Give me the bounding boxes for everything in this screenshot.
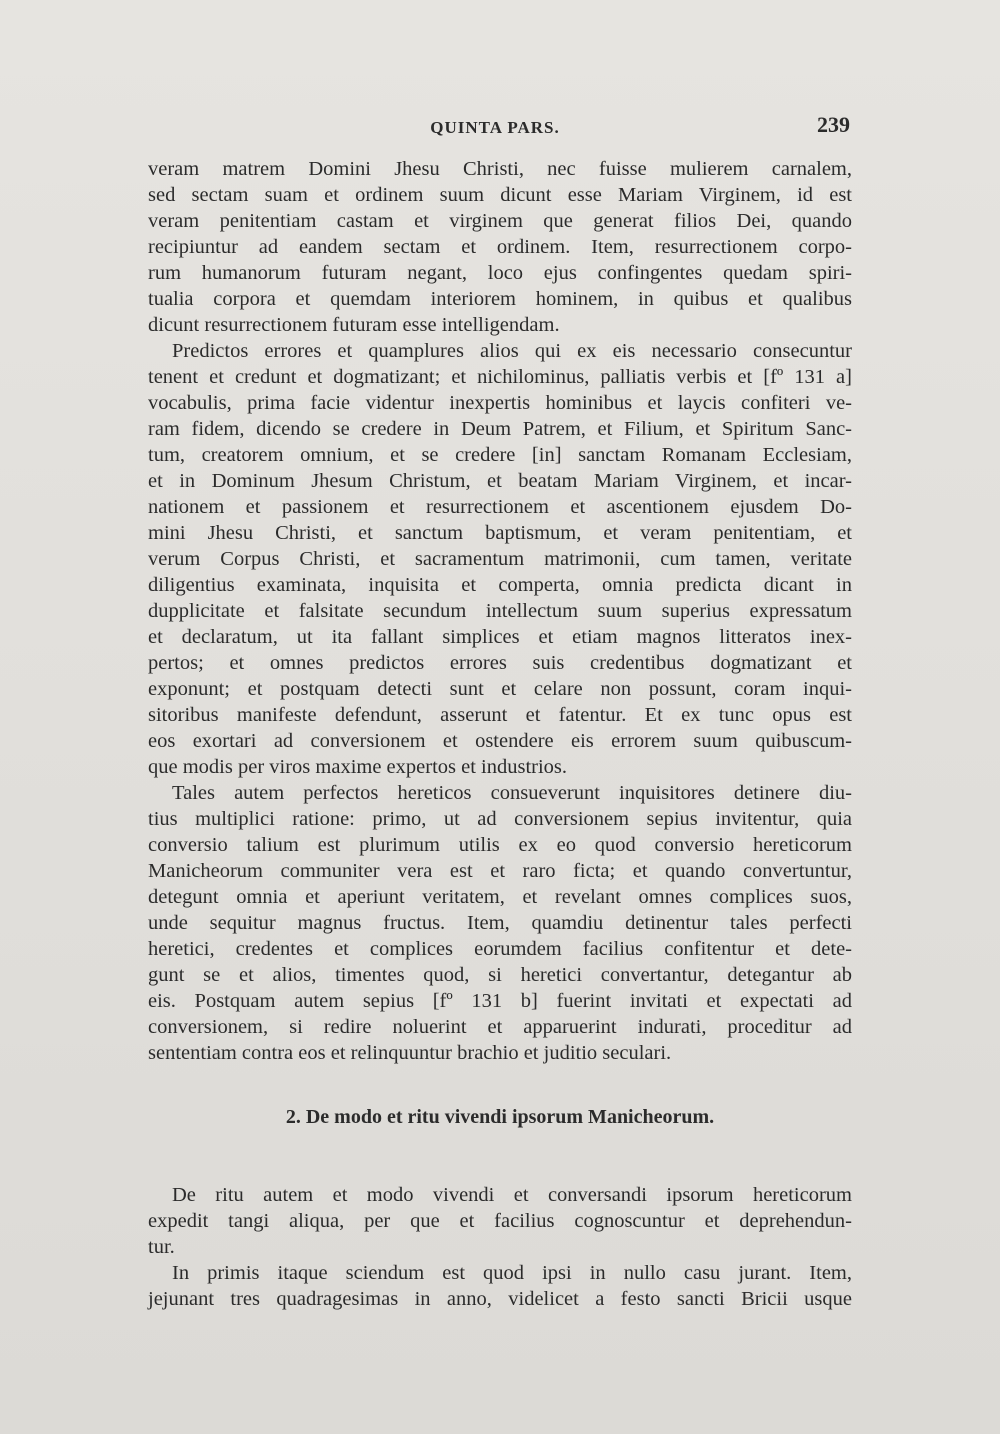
text-line: recipiuntur ad eandem sectam et ordinem. Item, resurrectionem corpo- (148, 236, 852, 258)
paragraph-1 (148, 156, 852, 338)
text-line: sed sectam suam et ordinem suum dicunt esse Mariam Virginem, id est (148, 184, 852, 206)
text-line: vocabulis, prima facie videntur inexpertis hominibus et laycis confiteri ve- (148, 392, 852, 414)
text-line: veram penitentiam castam et virginem que generat filios Dei, quando (148, 210, 852, 232)
text-line: jejunant tres quadragesimas in anno, videlicet a festo sancti Bricii usque (148, 1288, 852, 1310)
paragraph-5 (148, 1260, 852, 1312)
text-line: veram matrem Domini Jhesu Christi, nec fuisse mulierem carnalem, (148, 158, 852, 180)
text-line: tum, creatorem omnium, et se credere [in] sanctam Romanam Ecclesiam, (148, 444, 852, 466)
text-line: nationem et passionem et resurrectionem et ascentionem ejusdem Do- (148, 496, 852, 518)
text-line: exponunt; et postquam detecti sunt et celare non possunt, coram inqui- (148, 678, 852, 700)
body-text (148, 156, 852, 1312)
text-line: verum Corpus Christi, et sacramentum matrimonii, cum tamen, veritate (148, 548, 852, 570)
text-line: et declaratum, ut ita fallant simplices et etiam magnos litteratos inex- (148, 626, 852, 648)
text-line: conversio talium est plurimum utilis ex eo quod conversio hereticorum (148, 834, 852, 856)
running-head (140, 112, 850, 140)
text-line: expedit tangi aliqua, per que et facilius cognoscuntur et deprehendun- (148, 1210, 852, 1232)
text-line: tualia corpora et quemdam interiorem hominem, in quibus et qualibus (148, 288, 852, 310)
text-line: rum humanorum futuram negant, loco ejus confingentes quedam spiri- (148, 262, 852, 284)
text-line: tenent et credunt et dogmatizant; et nichilominus, palliatis verbis et [fº 131 a] (148, 366, 852, 388)
text-line: eos exortari ad conversionem et ostendere eis errorem suum quibuscum- (148, 730, 852, 752)
text-line: eis. Postquam autem sepius [fº 131 b] fuerint invitati et expectati ad (148, 990, 852, 1012)
text-line: sententiam contra eos et relinquuntur brachio et juditio seculari. (148, 1042, 672, 1064)
text-line: ram fidem, dicendo se credere in Deum Patrem, et Filium, et Spiritum Sanc- (148, 418, 852, 440)
text-line: que modis per viros maxime expertos et industrios. (148, 756, 568, 778)
text-line: Tales autem perfectos hereticos consueverunt inquisitores detinere diu- (172, 782, 852, 804)
text-line: sitoribus manifeste defendunt, asserunt et fatentur. Et ex tunc opus est (148, 704, 852, 726)
text-line: gunt se et alios, timentes quod, si heretici convertantur, detegantur ab (148, 964, 852, 986)
page-number: 239 (817, 112, 850, 137)
text-line: pertos; et omnes predictos errores suis credentibus dogmatizant et (148, 652, 852, 674)
running-title: QUINTA PARS. (430, 118, 560, 137)
text-line: Predictos errores et quamplures alios qui ex eis necessario consecuntur (172, 340, 852, 362)
text-line: unde sequitur magnus fructus. Item, quamdiu detinentur tales perfecti (148, 912, 852, 934)
paragraph-3 (148, 780, 852, 1066)
paragraph-4 (148, 1182, 852, 1260)
text-line: tur. (148, 1236, 175, 1258)
text-line: Manicheorum communiter vera est et raro ficta; et quando convertuntur, (148, 860, 852, 882)
text-line: De ritu autem et modo vivendi et conversandi ipsorum hereticorum (172, 1184, 852, 1206)
text-line: diligentius examinata, inquisita et comperta, omnia predicta dicant in (148, 574, 852, 596)
text-line: In primis itaque sciendum est quod ipsi in nullo casu jurant. Item, (172, 1262, 852, 1284)
text-line: et in Dominum Jhesum Christum, et beatam Mariam Virginem, et incar- (148, 470, 852, 492)
text-line: mini Jhesu Christi, et sanctum baptismum, et veram penitentiam, et (148, 522, 852, 544)
text-line: heretici, credentes et complices eorumdem facilius confitentur et dete- (148, 938, 852, 960)
text-line: detegunt omnia et aperiunt veritatem, et revelant omnes complices suos, (148, 886, 852, 908)
section-heading: 2. De modo et ritu vivendi ipsorum Manicheorum. (285, 1106, 715, 1128)
text-line: tius multiplici ratione: primo, ut ad conversionem sepius invitentur, quia (148, 808, 852, 830)
text-line: conversionem, si redire noluerint et apparuerint indurati, proceditur ad (148, 1016, 852, 1038)
paragraph-2 (148, 338, 852, 780)
text-line: dupplicitate et falsitate secundum intellectum suum superius expressatum (148, 600, 852, 622)
text-line: dicunt resurrectionem futuram esse intelligendam. (148, 314, 560, 336)
